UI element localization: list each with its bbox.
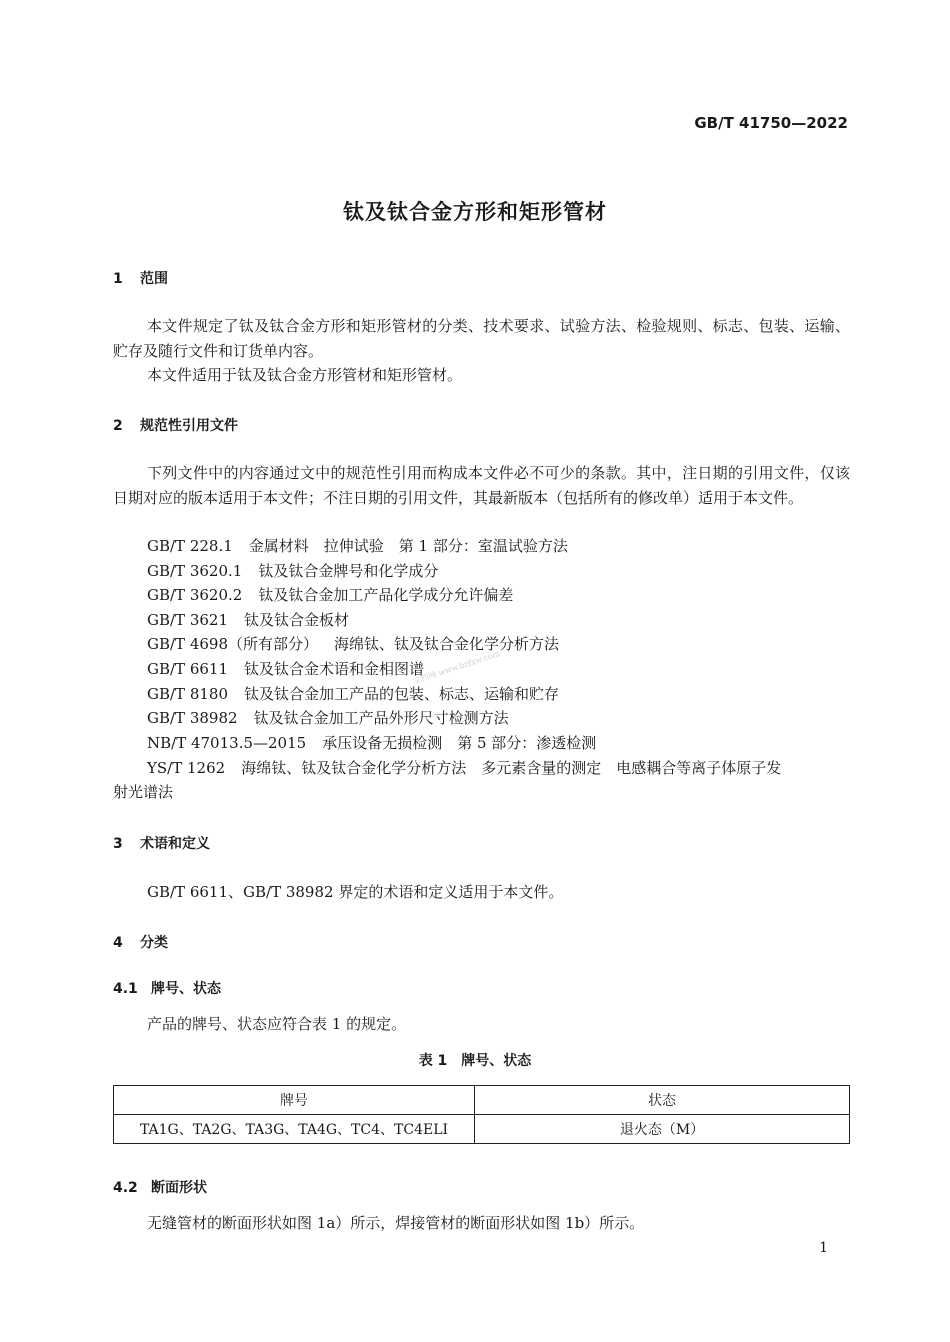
reference-item [147, 535, 568, 556]
reference-title: 金属材料 拉伸试验 第 1 部分：室温试验方法 [248, 537, 568, 555]
section-title: 牌号、状态 [151, 981, 221, 997]
reference-title: 钛及钛合金加工产品化学成分允许偏差 [258, 586, 514, 604]
section-4-1-heading [113, 978, 221, 998]
reference-code: GB/T 8180 [147, 685, 229, 703]
section-2-heading [113, 415, 238, 435]
reference-item [147, 732, 596, 753]
reference-code: GB/T 3621 [147, 611, 229, 629]
table-cell: 退火态（M） [475, 1115, 850, 1144]
table-cell: TA1G、TA2G、TA3G、TA4G、TC4、TC4ELI [114, 1115, 475, 1144]
section-number: 2 [113, 418, 123, 434]
table-header-row [114, 1086, 850, 1115]
reference-code: GB/T 3620.1 [147, 562, 243, 580]
section-1-paragraph-2: 本文件适用于钛及钛合金方形管材和矩形管材。 [147, 366, 463, 384]
section-number: 1 [113, 271, 123, 287]
section-4-2-paragraph: 无缝管材的断面形状如图 1a）所示，焊接管材的断面形状如图 1b）所示。 [147, 1214, 645, 1232]
section-number: 4 [113, 935, 123, 951]
reference-code: GB/T 228.1 [147, 537, 233, 555]
section-title: 分类 [140, 935, 168, 951]
section-title: 断面形状 [151, 1180, 207, 1196]
reference-item [147, 560, 438, 581]
reference-title: 钛及钛合金术语和金相图谱 [244, 660, 425, 678]
reference-title: 承压设备无损检测 第 5 部分：渗透检测 [322, 734, 597, 752]
section-3-heading [113, 833, 210, 853]
watermark: 文档网 www.bzfxw.com [411, 649, 501, 686]
reference-code: GB/T 6611 [147, 660, 229, 678]
section-number: 3 [113, 836, 123, 852]
document-title: 钛及钛合金方形和矩形管材 [343, 200, 607, 224]
reference-title: 钛及钛合金板材 [244, 611, 350, 629]
reference-code: GB/T 3620.2 [147, 586, 243, 604]
reference-code: GB/T 38982 [147, 709, 238, 727]
section-3-paragraph: GB/T 6611、GB/T 38982 界定的术语和定义适用于本文件。 [147, 883, 564, 901]
standard-number: GB/T 41750—2022 [694, 114, 848, 132]
section-title: 术语和定义 [140, 836, 210, 852]
section-4-heading [113, 932, 168, 952]
reference-title: 海绵钛、钛及钛合金化学分析方法 多元素含量的测定 电感耦合等离子体原子发 [241, 759, 782, 777]
section-title: 规范性引用文件 [140, 418, 238, 434]
table-caption: 表 1 牌号、状态 [418, 1053, 532, 1069]
section-4-1-paragraph: 产品的牌号、状态应符合表 1 的规定。 [147, 1015, 407, 1033]
section-1-heading [113, 268, 168, 288]
section-title: 范围 [140, 271, 168, 287]
section-2-intro: 下列文件中的内容通过文中的规范性引用而构成本文件必不可少的条款。其中，注日期的引用文件，仅该日期对应的版本适用于本文件；不注日期的引用文件，其最新版本（包括所有的修改单）适用于本文件。 [113, 464, 850, 507]
reference-code: YS/T 1262 [147, 759, 226, 777]
reference-title: 钛及钛合金加工产品外形尺寸检测方法 [253, 709, 509, 727]
section-number: 4.2 [113, 1180, 138, 1196]
table-1 [113, 1085, 850, 1144]
reference-code: GB/T 4698（所有部分） [147, 635, 319, 653]
reference-item [147, 584, 513, 605]
page-number: 1 [819, 1240, 828, 1256]
section-number: 4.1 [113, 981, 138, 997]
reference-item [147, 757, 781, 778]
reference-title-continued: 射光谱法 [113, 783, 174, 801]
table-row [114, 1115, 850, 1144]
table-header-cell: 状态 [475, 1086, 850, 1115]
table-header-cell: 牌号 [114, 1086, 475, 1115]
reference-item [147, 609, 349, 630]
reference-title: 钛及钛合金加工产品的包装、标志、运输和贮存 [244, 685, 560, 703]
reference-title: 海绵钛、钛及钛合金化学分析方法 [334, 635, 560, 653]
reference-title: 钛及钛合金牌号和化学成分 [258, 562, 439, 580]
reference-item [147, 707, 509, 728]
reference-code: NB/T 47013.5—2015 [147, 734, 307, 752]
section-1-paragraph-1: 本文件规定了钛及钛合金方形和矩形管材的分类、技术要求、试验方法、检验规则、标志、包装、运输、贮存及随行文件和订货单内容。 [113, 317, 850, 360]
reference-item [147, 683, 559, 704]
section-4-2-heading [113, 1177, 207, 1197]
reference-item [147, 658, 424, 679]
